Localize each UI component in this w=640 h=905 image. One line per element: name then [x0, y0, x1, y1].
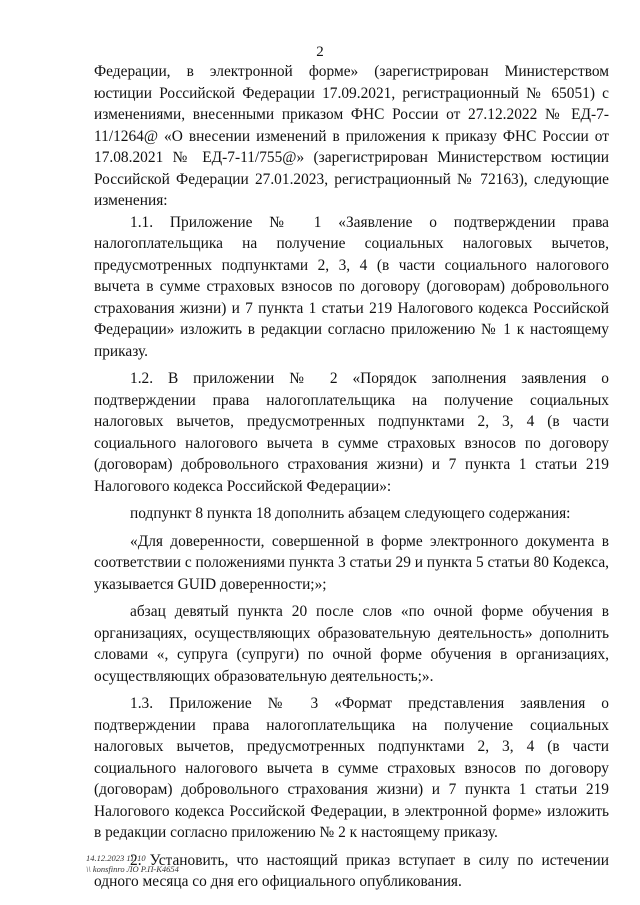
paragraph-1-1: 1.1. Приложение № 1 «Заявление о подтверждении права налогоплательщика на получение социальных налоговых вычетов, предусмотренных подпунктами 2, 3, 4 (в части социального налогового вычета в сумме страховых взносов по договору (договорам) добровольного страхования жизни) и 7 пункта 1 статьи 219 Налогового кодекса Российской Федерации» изложить в редакции согласно приложению № 1 к настоящему приказу. [94, 213, 609, 360]
paragraph-1-2: 1.2. В приложении № 2 «Порядок заполнения заявления о подтверждении права налогоплательщика на получение социальных налоговых вычетов, предусмотренных подпунктами 2, 3, 4 (в части социального налогового вычета в сумме страховых взносов по договору (договорам) добровольного страхования жизни) и 7 пункта 1 статьи 219 Налогового кодекса Российской Федерации»: [94, 370, 609, 495]
page-number: 2 [316, 44, 324, 60]
document-footer [86, 853, 179, 875]
paragraph-continuation: Федерации, в электронной форме» (зарегистрирован Министерством юстиции Российской Федерации 17.09.2021, регистрационный № 65051) с изменениями, внесенными приказом ФНС России от 27.12.2022 № ЕД-7-11/1264@ «О внесении изменений в приложения к приказу ФНС России от 17.08.2021 № ЕД-7-11/755@» (зарегистрирован Министерством юстиции Российской Федерации 27.01.2023, регистрационный № 72163), следующие изменения: [94, 63, 609, 209]
footer-timestamp: 14.12.2023 11:10 [86, 853, 146, 863]
paragraph-2: 2. Установить, что настоящий приказ вступает в силу по истечении одного месяца со дня его официального опубликования. [94, 851, 609, 890]
document-body [94, 61, 609, 893]
footer-file-path: \\ konsfinro ЛО Р.П-К4654 [86, 864, 179, 874]
paragraph-abzac-20: абзац девятый пункта 20 после слов «по очной форме обучения в организациях, осуществляющих образовательную деятельность» дополнить словами «, супруга (супруги) по очной форме обучения в организациях, осуществляющих образовательную деятельность;». [94, 603, 609, 685]
paragraph-subpoint-8: подпункт 8 пункта 18 дополнить абзацем следующего содержания: [130, 505, 571, 522]
paragraph-1-3: 1.3. Приложение № 3 «Формат представления заявления о подтверждении права налогоплательщика на получение социальных налоговых вычетов, предусмотренных подпунктами 2, 3, 4 (в части социального налогового вычета в сумме страховых взносов по договору (договорам) добровольного страхования жизни) и 7 пункта 1 статьи 219 Налогового кодекса Российской Федерации, в электронной форме» изложить в редакции согласно приложению № 2 к настоящему приказу. [94, 695, 609, 841]
paragraph-quote-guid: «Для доверенности, совершенной в форме электронного документа в соответствии с положениями пункта 3 статьи 29 и пункта 5 статьи 80 Кодекса, указывается GUID доверенности;»; [94, 532, 609, 593]
